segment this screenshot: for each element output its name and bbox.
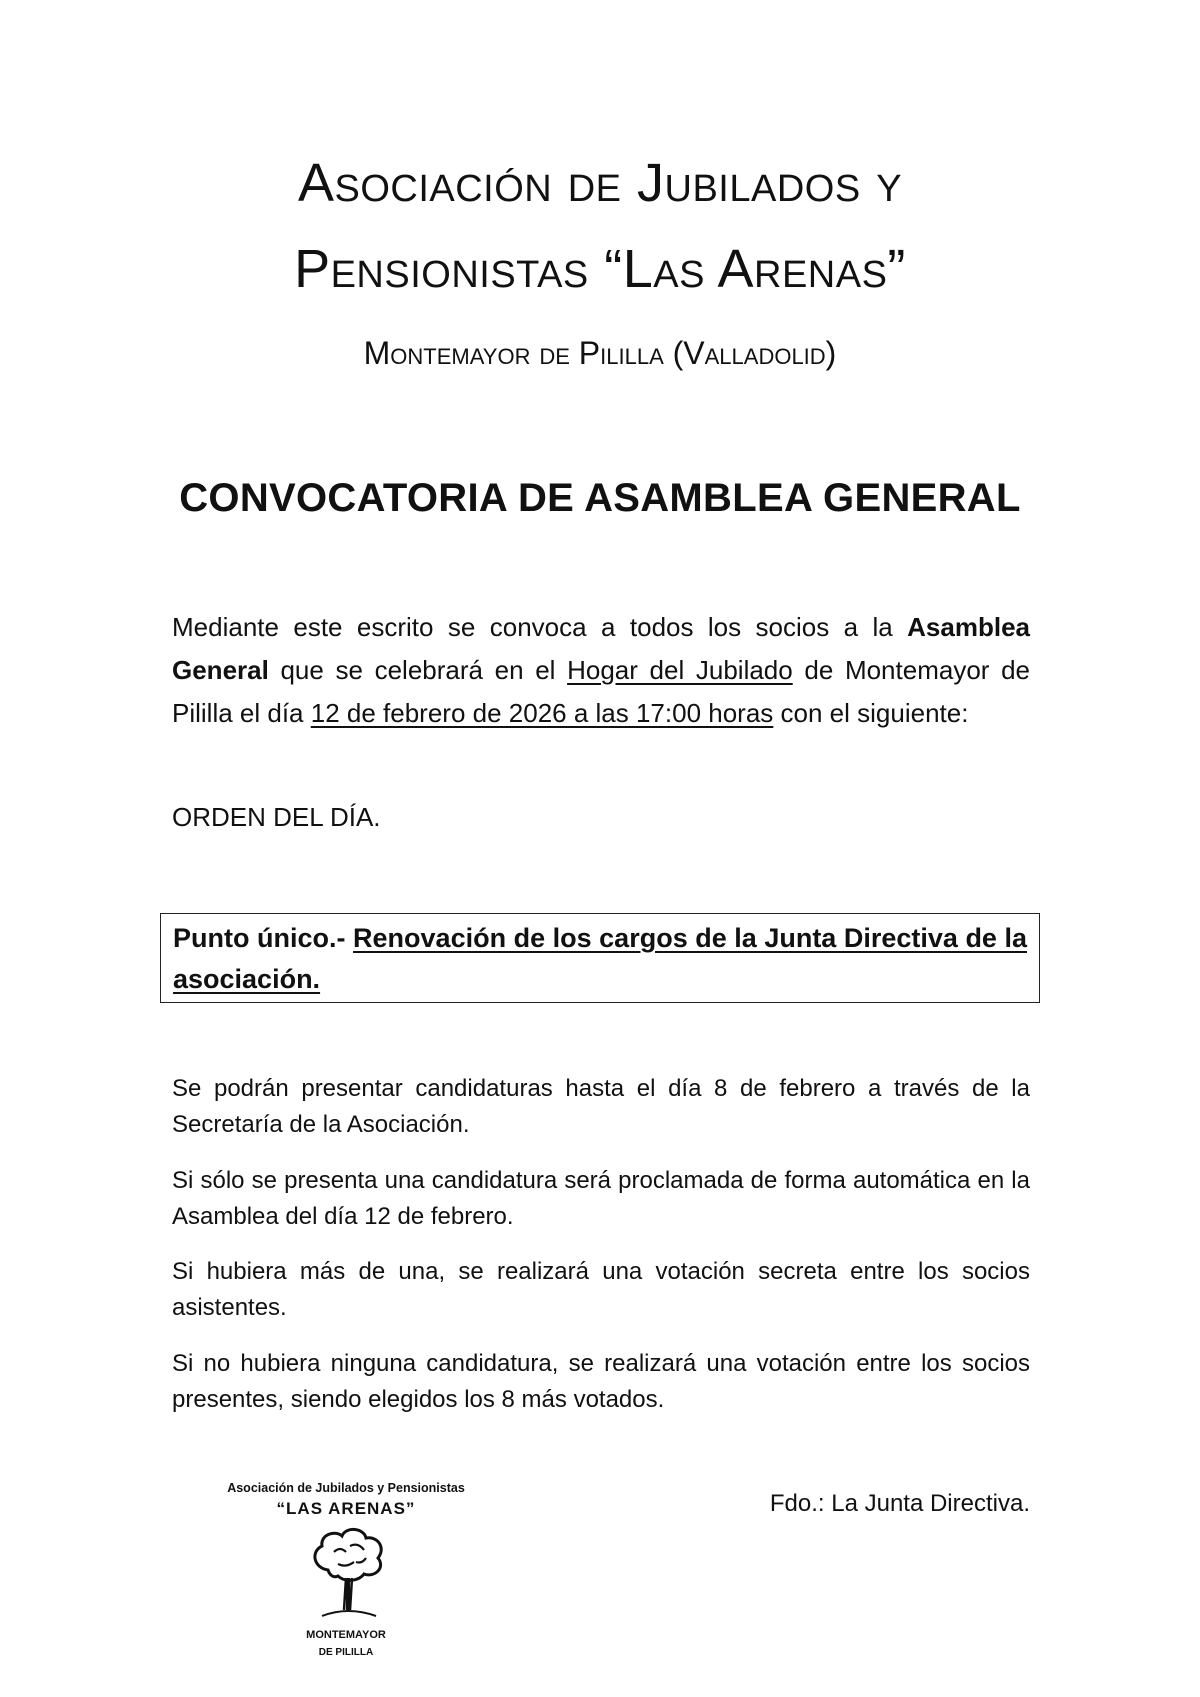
intro-bold-asamblea: Asamblea General bbox=[172, 612, 1030, 685]
logo-name-text: “LAS ARENAS” bbox=[276, 1499, 416, 1518]
intro-text-4: con el siguiente: bbox=[773, 698, 969, 728]
signature: Fdo.: La Junta Directiva. bbox=[769, 1490, 1030, 1517]
logo-bottom-line-1: MONTEMAYOR bbox=[306, 1629, 386, 1641]
agenda-item-description: Renovación de los cargos de la Junta Directiva de la asociación. bbox=[173, 923, 1027, 994]
document-title: CONVOCATORIA DE ASAMBLEA GENERAL bbox=[179, 476, 1021, 520]
logo-bottom-line-2: DE PILILLA bbox=[318, 1647, 374, 1658]
agenda-item-label: Punto único.- bbox=[173, 923, 354, 953]
header-line-2: Pensionistas “Las Arenas” bbox=[294, 239, 906, 299]
intro-paragraph bbox=[172, 606, 1030, 735]
logo-top-text: Asociación de Jubilados y Pensionistas bbox=[227, 1481, 465, 1495]
paragraph-candidaturas: Se podrán presentar candidaturas hasta el día 8 de febrero a través de la Secretaría de la Asociación. bbox=[172, 1075, 1030, 1138]
agenda-item-box bbox=[160, 913, 1040, 1003]
paragraph-multiple-candidatures: Si hubiera más de una, se realizará una votación secreta entre los socios asistentes. bbox=[172, 1258, 1030, 1321]
intro-underline-date: 12 de febrero de 2026 a las 17:00 horas bbox=[310, 698, 774, 728]
intro-text-2: que se celebrará en el bbox=[268, 655, 568, 685]
association-logo bbox=[226, 1478, 466, 1678]
header-line-1: Asociación de Jubilados y bbox=[297, 153, 903, 213]
paragraph-no-candidature: Si no hubiera ninguna candidatura, se realizará una votación entre los socios presentes, siendo elegidos los 8 más votados. bbox=[172, 1350, 1030, 1413]
intro-text-1: Mediante este escrito se convoca a todos los socios a la bbox=[172, 612, 908, 642]
intro-underline-venue: Hogar del Jubilado bbox=[567, 655, 793, 685]
paragraph-single-candidature: Si sólo se presenta una candidatura será proclamada de forma automática en la Asamblea del día 12 de febrero. bbox=[172, 1167, 1030, 1230]
intro-text-3: de Montemayor de Pililla el día bbox=[172, 655, 1031, 728]
order-of-day-label: ORDEN DEL DÍA. bbox=[172, 802, 381, 832]
agenda-item-text bbox=[173, 918, 1027, 1000]
header-location: Montemayor de Pililla (Valladolid) bbox=[363, 335, 837, 371]
tree-icon bbox=[315, 1529, 381, 1616]
